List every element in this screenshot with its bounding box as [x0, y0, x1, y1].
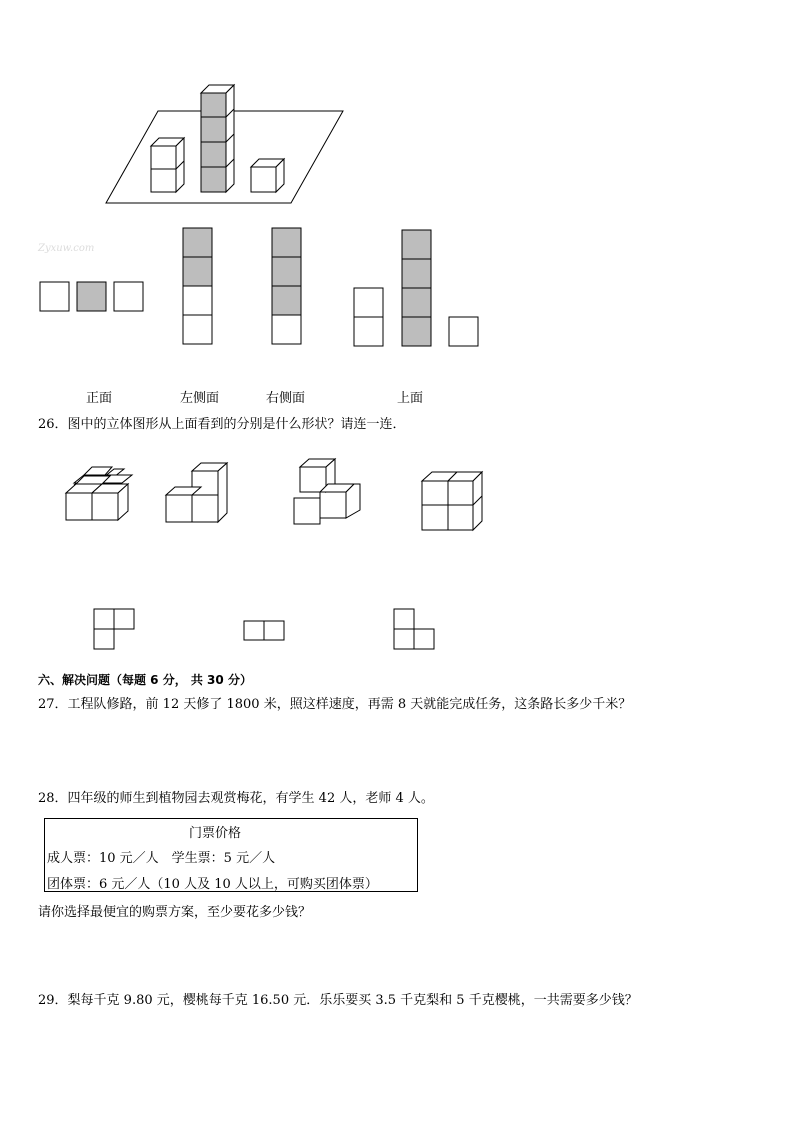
- solid-d: [422, 472, 482, 530]
- q26-top-views-figure: [90, 605, 450, 655]
- label-front-view: 正面: [86, 391, 113, 406]
- grey-cube-tower: [201, 85, 234, 192]
- solid-a: [66, 467, 132, 520]
- view-right-drawing: [272, 228, 301, 344]
- ticket-price-table: [44, 818, 418, 892]
- top-view-shape-two: [244, 621, 284, 640]
- top-view-shape-l: [94, 609, 134, 649]
- view-top-drawing: [354, 230, 478, 346]
- cube-scene-figure: [100, 80, 350, 210]
- q26-solids-figure: [60, 455, 490, 535]
- label-left-view: 左侧面: [180, 391, 220, 406]
- question-27: 27．工程队修路，前 12 天修了 1800 米，照这样速度，再需 8 天就能完成任务，这条路长多少千米？: [38, 697, 632, 712]
- label-right-view: 右侧面: [266, 391, 306, 406]
- view-front-drawing: [40, 282, 143, 311]
- section-6-title: 六、解决问题（每题 6 分， 共 30 分）: [38, 673, 252, 687]
- views-figure: [38, 226, 488, 351]
- ticket-table-row-2: 团体票：6 元／人（10 人及 10 人以上，可购买团体票）: [47, 877, 378, 892]
- solid-b: [166, 463, 227, 522]
- ticket-table-title: 门票价格: [189, 826, 242, 841]
- single-white-cube: [251, 159, 284, 192]
- solid-c: [294, 459, 360, 524]
- ticket-table-row-1: 成人票：10 元／人 学生票：5 元／人: [47, 851, 276, 866]
- view-left-drawing: [183, 228, 212, 344]
- question-28: 28．四年级的师生到植物园去观赏梅花，有学生 42 人，老师 4 人。: [38, 791, 434, 806]
- question-26: 26．图中的立体图形从上面看到的分别是什么形状？请连一连．: [38, 417, 406, 432]
- white-cube-stack: [151, 138, 184, 192]
- question-29: 29．梨每千克 9.80 元，樱桃每千克 16.50 元．乐乐要买 3.5 千克梨和 5 千克樱桃，一共需要多少钱？: [38, 993, 638, 1008]
- watermark: Zyxuw.com: [38, 243, 95, 254]
- label-top-view: 上面: [397, 391, 424, 406]
- top-view-shape-l-flipped: [394, 609, 434, 649]
- question-28-ask: 请你选择最便宜的购票方案，至少要花多少钱？: [38, 905, 312, 920]
